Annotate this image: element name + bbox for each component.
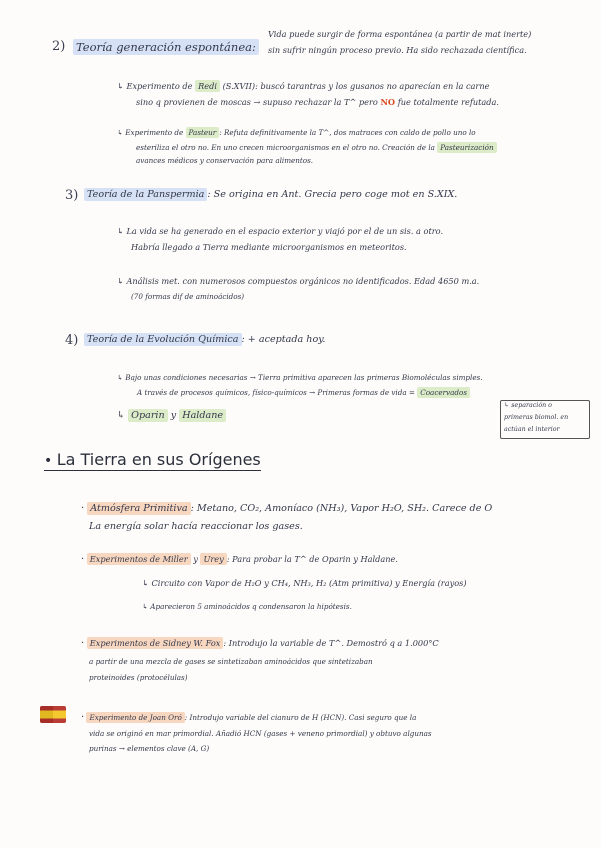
section-3-title: Teoría de la Panspermia <box>84 188 207 201</box>
redi-line1: ↳ Experimento de Redi (S.XVII): buscó tarantras y los gusanos no aparecían en la carne <box>117 81 490 91</box>
panspermia-line3: ↳ Análisis met. con numerosos compuestos orgánicos no identificados. Edad 4650 m.a. <box>117 276 480 286</box>
panspermia-line2: Habría llegado a Tierra mediante microorganismos en meteoritos. <box>131 242 407 252</box>
oro-line1: · Experimento de Joan Oró : Introdujo variable del cianuro de H (HCN). Casi seguro que la <box>81 712 417 723</box>
atmosfera-line2: La energía solar hacía reaccionar los gases. <box>89 521 303 532</box>
section-2-desc-line2: sin sufrir ningún proceso previo. Ha sido rechazada científica. <box>268 45 527 55</box>
oparin-highlight: Oparin <box>128 409 168 422</box>
pasteur-highlight: Pasteur <box>186 127 220 138</box>
miller-title: Experimentos de Miller <box>87 553 191 565</box>
panspermia-line1: ↳ La vida se ha generado en el espacio exterior y viajó por el de un sis. a otro. <box>117 226 444 236</box>
coacervados-highlight: Coacervados <box>417 387 470 398</box>
fox-line3: proteinoides (protocélulas) <box>89 673 188 682</box>
section-3-title-line: Teoría de la Panspermia : Se origina en Ant. Grecia pero coge mot en S.XIX. <box>84 189 457 200</box>
section-4-title-line: Teoría de la Evolución Química : + aceptada hoy. <box>84 334 325 345</box>
redi-line2: sino q provienen de moscas → supuso rechazar la T^ pero NO fue totalmente refutada. <box>136 97 500 107</box>
redi-no: NO <box>380 97 396 107</box>
redi-highlight: Redi <box>195 80 220 92</box>
note-line3: actúan el interior <box>504 426 560 433</box>
oro-line2: vida se originó en mar primordial. Añadió HCN (gases + veneno primordial) y obtuvo algunas <box>89 729 432 738</box>
atmosfera-line1: · Atmósfera Primitiva : Metano, CO₂, Amoníaco (NH₃), Vapor H₂O, SH₂. Carece de O <box>81 503 493 514</box>
section-2-desc-line1: Vida puede surgir de forma espontánea (a partir de mat inerte) <box>268 29 532 39</box>
evolucion-line1: ↳ Bajo unas condiciones necesarias → Tierra primitiva aparecen las primeras Biomoléculas simples. <box>117 373 483 382</box>
note-line2: primeras biomol. en <box>504 414 569 421</box>
fox-line2: a partir de una mezcla de gases se sintetizaban aminoácidos que sintetizaban <box>89 657 373 666</box>
fox-line1: · Experimentos de Sidney W. Fox : Introdujo la variable de T^. Demostró q a 1.000°C <box>81 638 439 649</box>
pasteur-line3: avances médicos y conservación para alimentos. <box>136 156 314 165</box>
section-4-title: Teoría de la Evolución Química <box>84 333 242 346</box>
pasteurizacion-highlight: Pasteurización <box>437 142 496 153</box>
section-heading: • La Tierra en sus Orígenes <box>44 450 261 469</box>
section-2-title: Teoría generación espontánea: <box>73 40 259 54</box>
oro-title: Experimento de Joan Oró <box>86 712 184 723</box>
pasteur-line2: esteriliza el otro no. En uno crecen microorganismos en el otro no. Creación de la Pasteurización <box>136 143 497 152</box>
section-4-number: 4) <box>65 333 79 348</box>
note-line1: ↳ separación o <box>504 402 552 409</box>
fox-title: Experimentos de Sidney W. Fox <box>87 637 224 649</box>
urey-title: Urey <box>200 553 226 565</box>
panspermia-line4: (70 formas dif de aminoácidos) <box>131 292 245 301</box>
oro-line3: purinas → elementos clave (A, G) <box>89 744 210 753</box>
oparin-haldane-line: ↳ Oparin y Haldane <box>117 410 226 421</box>
atmosfera-title: Atmósfera Primitiva <box>87 502 190 515</box>
miller-line3: ↳ Aparecieron 5 aminoácidos q condensaron la hipótesis. <box>142 602 352 611</box>
evolucion-line2: A través de procesos químicos, físico-químicos → Primeras formas de vida = Coacervados <box>137 388 470 397</box>
haldane-highlight: Haldane <box>179 409 226 422</box>
section-2-number: 2) <box>52 39 66 54</box>
miller-line2: ↳ Circuito con Vapor de H₂O y CH₄, NH₃, H₂ (Atm primitiva) y Energía (rayos) <box>142 578 467 588</box>
miller-line1: · Experimentos de Miller y Urey : Para probar la T^ de Oparin y Haldane. <box>81 554 398 565</box>
section-3-number: 3) <box>65 188 79 203</box>
pasteur-line1: ↳ Experimento de Pasteur : Refuta definitivamente la T^, dos matraces con caldo de pollo uno lo <box>117 128 476 137</box>
